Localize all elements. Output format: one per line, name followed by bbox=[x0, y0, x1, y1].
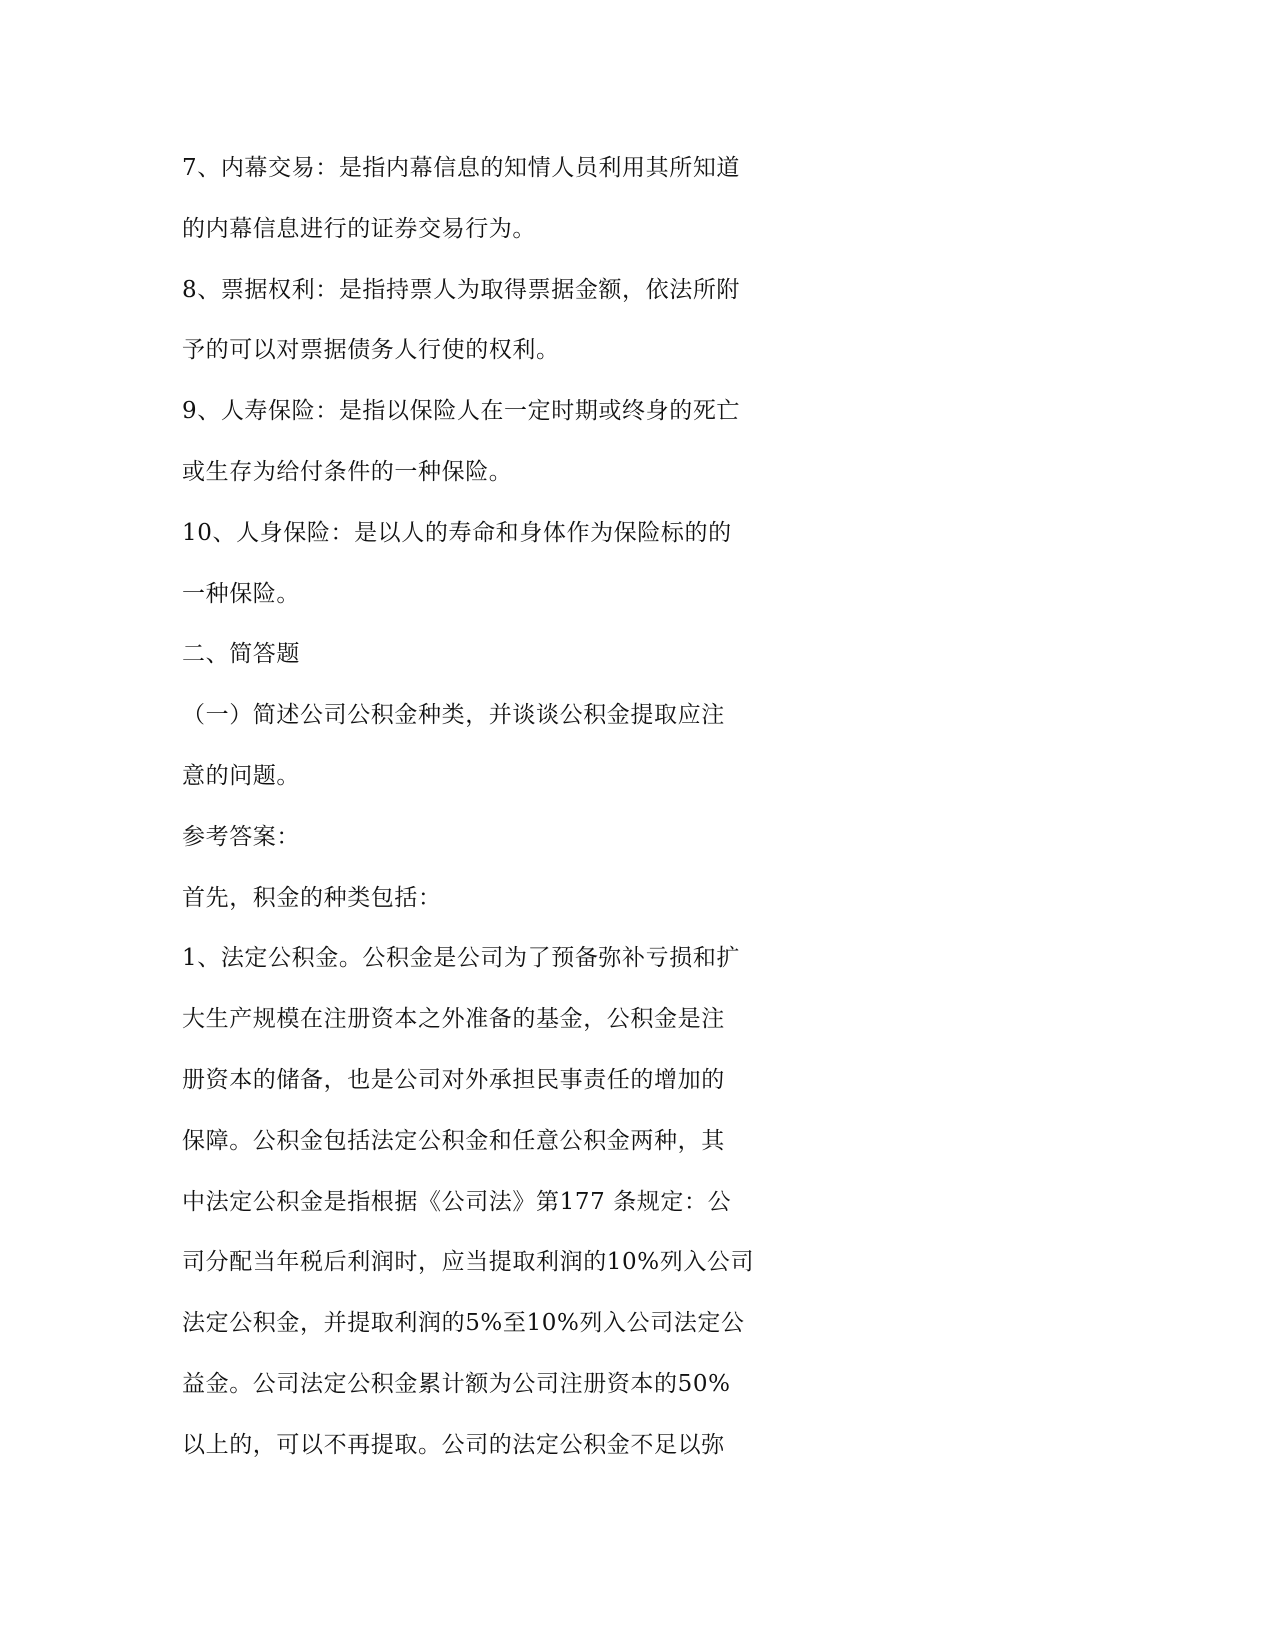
text-line: 7、内幕交易：是指内幕信息的知情人员利用其所知道 bbox=[182, 155, 741, 181]
text-line: 的内幕信息进行的证券交易行为。 bbox=[182, 215, 536, 242]
text-line: 首先，积金的种类包括： bbox=[182, 884, 442, 911]
text-line: 法定公积金，并提取利润的5%至10%列入公司法定公 bbox=[182, 1310, 745, 1337]
text-line: 中法定公积金是指根据《公司法》第177 条规定：公 bbox=[182, 1188, 732, 1215]
question-line: 意的问题。 bbox=[182, 762, 300, 789]
document-body bbox=[182, 138, 782, 1476]
text-line: 或生存为给付条件的一种保险。 bbox=[182, 458, 513, 485]
text-line: 10、人身保险：是以人的寿命和身体作为保险标的的 bbox=[182, 519, 732, 546]
text-line: 益金。公司法定公积金累计额为公司注册资本的50% bbox=[182, 1370, 731, 1397]
text-line: 册资本的储备，也是公司对外承担民事责任的增加的 bbox=[182, 1066, 725, 1093]
text-line: 1、法定公积金。公积金是公司为了预备弥补亏损和扩 bbox=[182, 945, 741, 972]
question-line: （一）简述公司公积金种类，并谈谈公积金提取应注 bbox=[182, 702, 725, 729]
text-line: 一种保险。 bbox=[182, 580, 300, 607]
text-line: 予的可以对票据债务人行使的权利。 bbox=[182, 337, 560, 364]
answer-label: 参考答案： bbox=[182, 823, 300, 850]
text-line: 司分配当年税后利润时，应当提取利润的10%列入公司 bbox=[182, 1249, 755, 1276]
text-line: 8、票据权利：是指持票人为取得票据金额，依法所附 bbox=[182, 276, 741, 303]
text-line: 大生产规模在注册资本之外准备的基金，公积金是注 bbox=[182, 1006, 725, 1033]
text-line: 以上的，可以不再提取。公司的法定公积金不足以弥 bbox=[182, 1431, 725, 1458]
text-line: 9、人寿保险：是指以保险人在一定时期或终身的死亡 bbox=[182, 398, 741, 425]
section-heading: 二、简答题 bbox=[182, 641, 300, 668]
text-line: 保障。公积金包括法定公积金和任意公积金两种，其 bbox=[182, 1127, 725, 1154]
